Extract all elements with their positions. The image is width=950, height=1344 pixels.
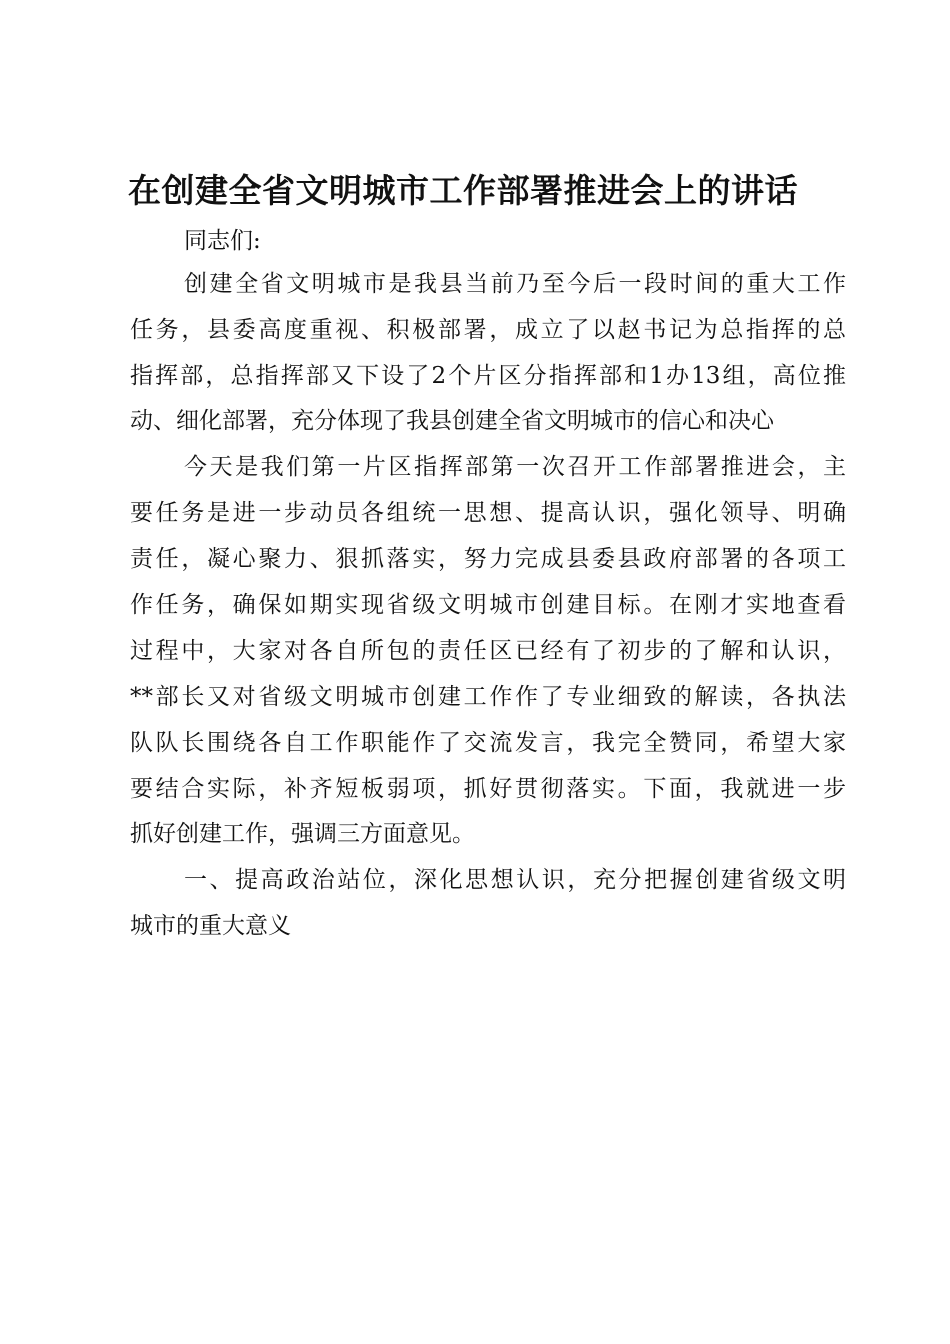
- heading-1-line-1: 一、提高政治站位，深化思想认识，充分把握创建省级文明: [184, 867, 846, 893]
- paragraph-2-line-1: 今天是我们第一片区指挥部第一次召开工作部署推进会，主: [184, 454, 846, 480]
- paragraph-1-line-1: 创建全省文明城市是我县当前乃至今后一段时间的重大工作: [184, 271, 846, 297]
- paragraph-2-line-5: 过程中，大家对各自所包的责任区已经有了初步的了解和认识，: [130, 638, 846, 664]
- paragraph-1-line-2: 任务，县委高度重视、积极部署，成立了以赵书记为总指挥的总: [130, 317, 846, 343]
- document-title: 在创建全省文明城市工作部署推进会上的讲话: [128, 171, 798, 210]
- paragraph-2-line-7: 队队长围绕各自工作职能作了交流发言，我完全赞同，希望大家: [130, 730, 846, 756]
- paragraph-1-line-4: 动、细化部署，充分体现了我县创建全省文明城市的信心和决心: [130, 408, 774, 434]
- paragraph-2-line-8: 要结合实际，补齐短板弱项，抓好贯彻落实。下面，我就进一步: [130, 776, 846, 802]
- heading-1-line-2: 城市的重大意义: [130, 913, 291, 939]
- paragraph-2-line-6: **部长又对省级文明城市创建工作作了专业细致的解读，各执法: [130, 684, 846, 710]
- salutation: 同志们:: [184, 228, 261, 254]
- paragraph-2-line-4: 作任务，确保如期实现省级文明城市创建目标。在刚才实地查看: [130, 592, 846, 618]
- paragraph-2-line-9: 抓好创建工作，强调三方面意见。: [130, 821, 475, 847]
- paragraph-2-line-3: 责任，凝心聚力、狠抓落实，努力完成县委县政府部署的各项工: [130, 546, 846, 572]
- paragraph-1-line-3: 指挥部，总指挥部又下设了2个片区分指挥部和1办13组，高位推: [130, 363, 846, 389]
- paragraph-2-line-2: 要任务是进一步动员各组统一思想、提高认识，强化领导、明确: [130, 500, 846, 526]
